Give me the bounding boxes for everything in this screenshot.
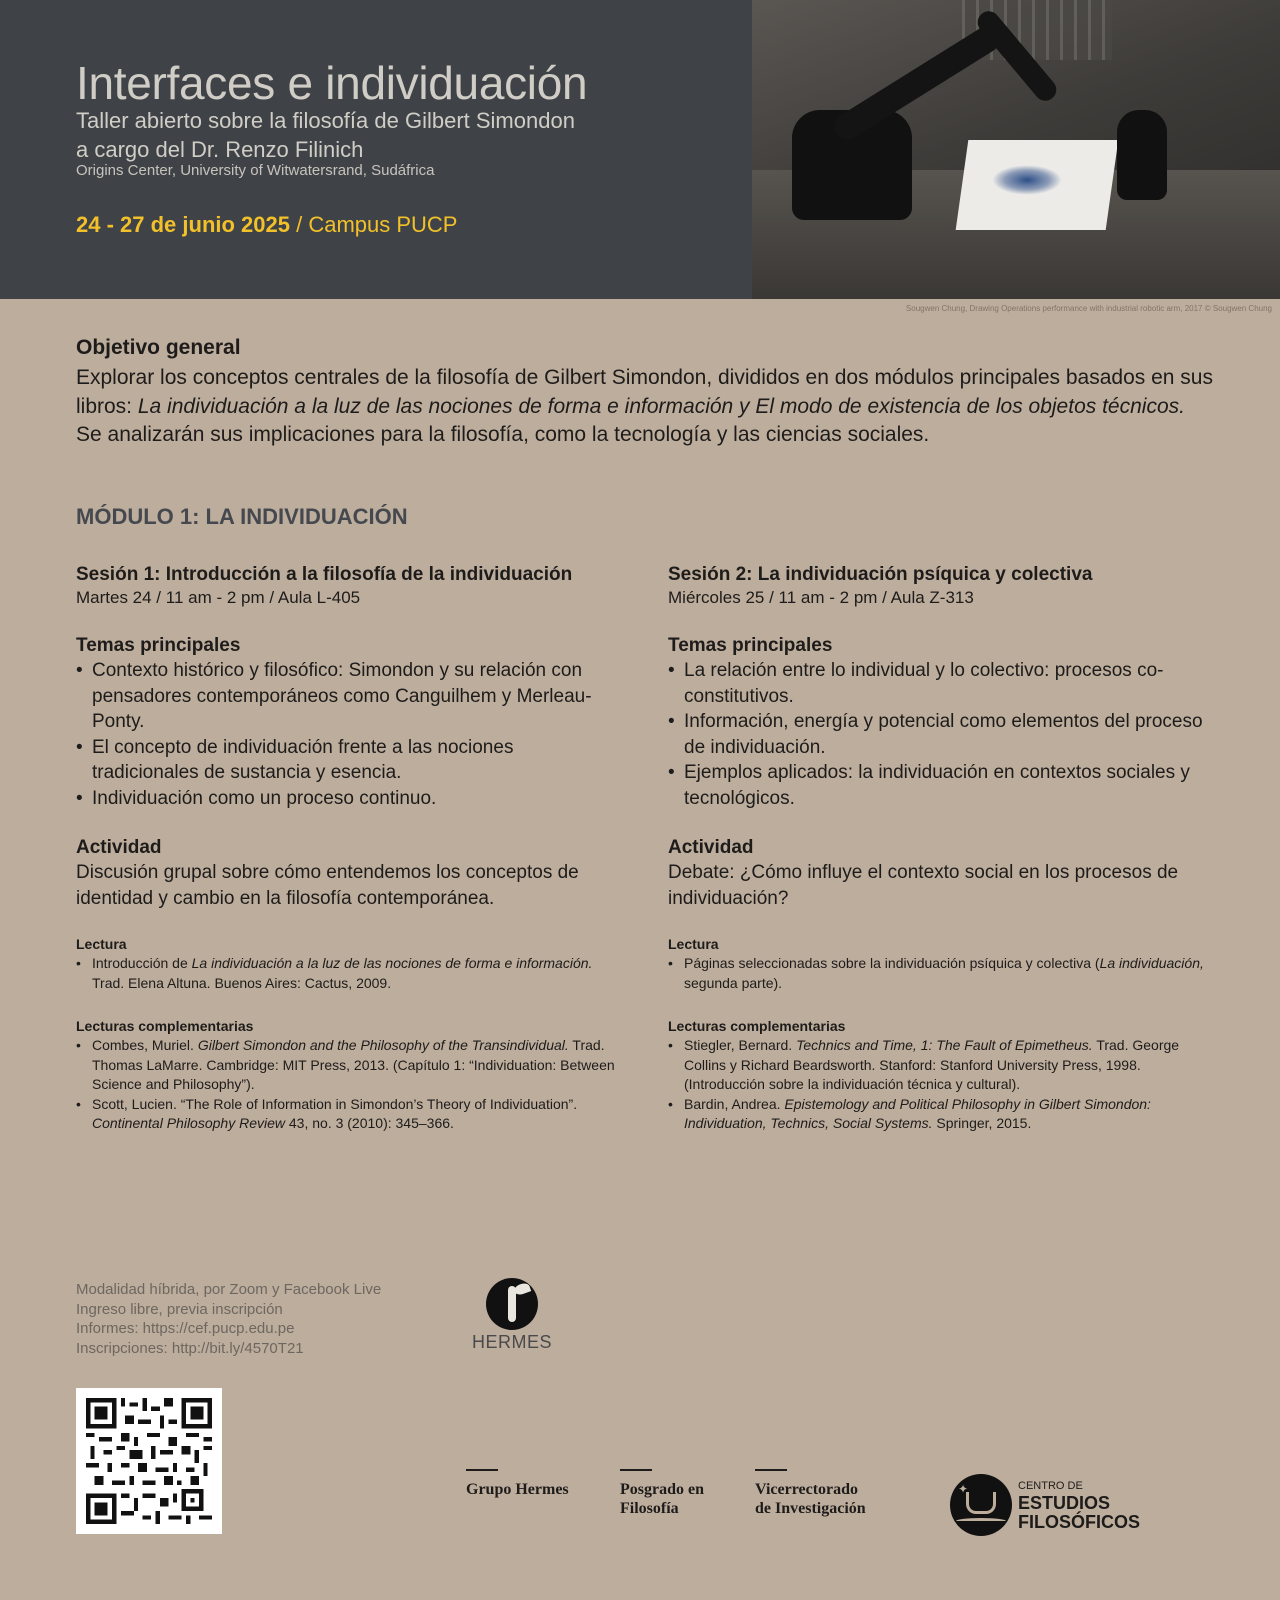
reading-book-title: Gilbert Simondon and the Philosophy of the Transindividual.	[197, 1037, 569, 1053]
objective-heading: Objetivo general	[76, 336, 241, 359]
reading-list	[76, 954, 616, 993]
artist-figure	[1117, 110, 1167, 200]
header-photo	[752, 0, 1280, 299]
cef-logo-small-text: CENTRO DE	[1018, 1480, 1083, 1492]
list-item: • El concepto de individuación frente a las nociones tradicionales de sustancia y esencia.	[76, 735, 616, 786]
activity-text: Discusión grupal sobre cómo entendemos los conceptos de identidad y cambio en la filosofía contemporánea.	[76, 862, 579, 909]
activity-text: Debate: ¿Cómo influye el contexto social en los procesos de individuación?	[668, 862, 1179, 909]
list-item: • Contexto histórico y filosófico: Simondon y su relación con pensadores contemporáneos como Canguilhem y Merleau-Ponty.	[76, 658, 616, 735]
subtitle-line-2: a cargo del Dr. Renzo Filinich	[76, 137, 364, 162]
org-vicerrectorado	[755, 1480, 866, 1518]
session-title: Sesión 1: Introducción a la filosofía de la individuación	[76, 564, 573, 585]
reading-text: Scott, Lucien. “The Role of Information in Simondon’s Theory of Individuation”.	[92, 1095, 578, 1112]
reading-text: Springer, 2015.	[932, 1115, 1032, 1131]
topics-heading: Temas principales	[76, 635, 241, 656]
list-item	[668, 1036, 1208, 1095]
reading-text: Páginas seleccionadas sobre la individuación psíquica y colectiva (	[684, 955, 1100, 971]
event-dates	[76, 212, 457, 238]
wave-icon	[956, 1518, 1006, 1524]
org-name: Posgrado en	[620, 1481, 704, 1498]
registration-link[interactable]: Inscripciones: http://bit.ly/4570T21	[76, 1339, 304, 1357]
reading-text: Combes, Muriel.	[92, 1037, 198, 1053]
list-item	[76, 1036, 616, 1095]
reading-heading: Lectura	[668, 936, 719, 952]
session-meta: Martes 24 / 11 am - 2 pm / Aula L-405	[76, 588, 361, 607]
ink-strokes	[992, 165, 1062, 195]
org-name: Vicerrectorado	[755, 1481, 859, 1498]
list-item	[668, 954, 1208, 993]
session-meta: Miércoles 25 / 11 am - 2 pm / Aula Z-313	[668, 588, 974, 607]
complementary-heading: Lecturas complementarias	[76, 1018, 254, 1034]
org-name: Grupo Hermes	[466, 1481, 569, 1498]
org-grupo-hermes	[466, 1480, 569, 1499]
cef-logo-name-line: FILOSÓFICOS	[1018, 1512, 1141, 1532]
hermes-logo-text: HERMES	[471, 1332, 552, 1352]
session-title: Sesión 2: La individuación psíquica y colectiva	[668, 564, 1093, 585]
list-item: • Individuación como un proceso continuo.	[76, 786, 616, 812]
org-posgrado-filosofia	[620, 1480, 704, 1518]
event-title: Interfaces e individuación	[76, 57, 588, 109]
session-1-column	[76, 563, 616, 1134]
list-item	[668, 1095, 1208, 1134]
org-name: Filosofía	[620, 1500, 679, 1517]
activity-heading: Actividad	[76, 837, 162, 858]
reading-book-title: Continental Philosophy Review	[92, 1115, 285, 1131]
cef-logo-name	[1018, 1494, 1140, 1532]
activity-heading: Actividad	[668, 837, 754, 858]
speaker-affiliation: Origins Center, University of Witwatersrand, Sudáfrica	[76, 162, 435, 179]
objective-text: Explorar los conceptos centrales de la filosofía de Gilbert Simondon, divididos en dos módulos principales basados en sus libros:	[76, 366, 1213, 418]
objective-text: Se analizarán sus implicaciones para la filosofía, como la tecnología y las ciencias sociales.	[76, 423, 930, 446]
topics-list	[76, 658, 616, 811]
event-info	[76, 1280, 381, 1358]
subtitle-line-1: Taller abierto sobre la filosofía de Gilbert Simondon	[76, 108, 575, 133]
list-item	[76, 954, 616, 993]
info-admission: Ingreso libre, previa inscripción	[76, 1300, 283, 1318]
cef-logo-name-line: ESTUDIOS	[1018, 1493, 1111, 1513]
qr-code-icon	[86, 1398, 212, 1524]
cef-logo	[950, 1474, 1170, 1538]
info-link[interactable]: Informes: https://cef.pucp.edu.pe	[76, 1320, 295, 1337]
reading-book-title: La individuación,	[1099, 955, 1204, 971]
complementary-list	[76, 1036, 616, 1134]
complementary-heading: Lecturas complementarias	[668, 1018, 846, 1034]
reading-text: Stiegler, Bernard.	[684, 1037, 797, 1053]
venue-text: / Campus PUCP	[289, 212, 458, 237]
module-title: MÓDULO 1: LA INDIVIDUACIÓN	[76, 504, 408, 529]
event-subtitle	[76, 106, 575, 164]
reading-list	[668, 954, 1208, 993]
reading-book-title: Technics and Time, 1: The Fault of Epimetheus.	[796, 1037, 1093, 1053]
topics-heading: Temas principales	[668, 635, 833, 656]
dates-text: 24 - 27 de junio 2025	[76, 212, 290, 237]
list-item: • Ejemplos aplicados: la individuación en contextos sociales y tecnológicos.	[668, 760, 1208, 811]
header-banner	[0, 0, 752, 299]
hermes-logo	[468, 1278, 556, 1353]
topics-list	[668, 658, 1208, 811]
reading-heading: Lectura	[76, 936, 127, 952]
list-item: • Información, energía y potencial como elementos del proceso de individuación.	[668, 709, 1208, 760]
photo-credit: Sougwen Chung, Drawing Operations performance with industrial robotic arm, 2017 © Sougwen Chung	[905, 304, 1272, 313]
qr-code	[76, 1388, 222, 1534]
complementary-list	[668, 1036, 1208, 1134]
objective-paragraph	[76, 364, 1216, 450]
session-2-column	[668, 563, 1208, 1134]
ship-hull	[966, 1492, 996, 1514]
robot-arm-segment	[830, 22, 1005, 145]
hermes-figure-icon	[486, 1278, 538, 1330]
ship-icon	[950, 1474, 1012, 1536]
reading-book-title: Epistemology and Political Philosophy in Gilbert Simondon: Individuation, Technics, Social Systems.	[684, 1095, 1151, 1131]
list-item	[76, 1095, 616, 1134]
reading-text: Trad. Thomas LaMarre. Cambridge: MIT Press, 2013. (Capítulo 1: “Individuation: Between Science and Philosophy”).	[92, 1037, 615, 1092]
list-item: • La relación entre lo individual y lo colectivo: procesos co-constitutivos.	[668, 658, 1208, 709]
reading-text: Trad. George Collins y Richard Beardsworth. Stanford: Stanford University Press, 1998. (Introducción sobre la individuación técnica y cultural).	[684, 1037, 1180, 1092]
reading-text: segunda parte).	[684, 974, 783, 991]
info-modality: Modalidad híbrida, por Zoom y Facebook Live	[76, 1281, 382, 1298]
star-icon: ✦	[958, 1482, 969, 1496]
reading-text: 43, no. 3 (2010): 345–366.	[285, 1115, 454, 1131]
reading-book-title: La individuación a la luz de las nociones de forma e información.	[191, 955, 593, 971]
objective-book-titles: La individuación a la luz de las nociones de forma e información y El modo de existencia de los objetos técnicos.	[137, 394, 1185, 418]
reading-text: Introducción de	[92, 955, 192, 971]
reading-text: Bardin, Andrea.	[684, 1095, 785, 1112]
org-name: de Investigación	[755, 1500, 866, 1517]
reading-text: Trad. Elena Altuna. Buenos Aires: Cactus, 2009.	[92, 974, 392, 991]
